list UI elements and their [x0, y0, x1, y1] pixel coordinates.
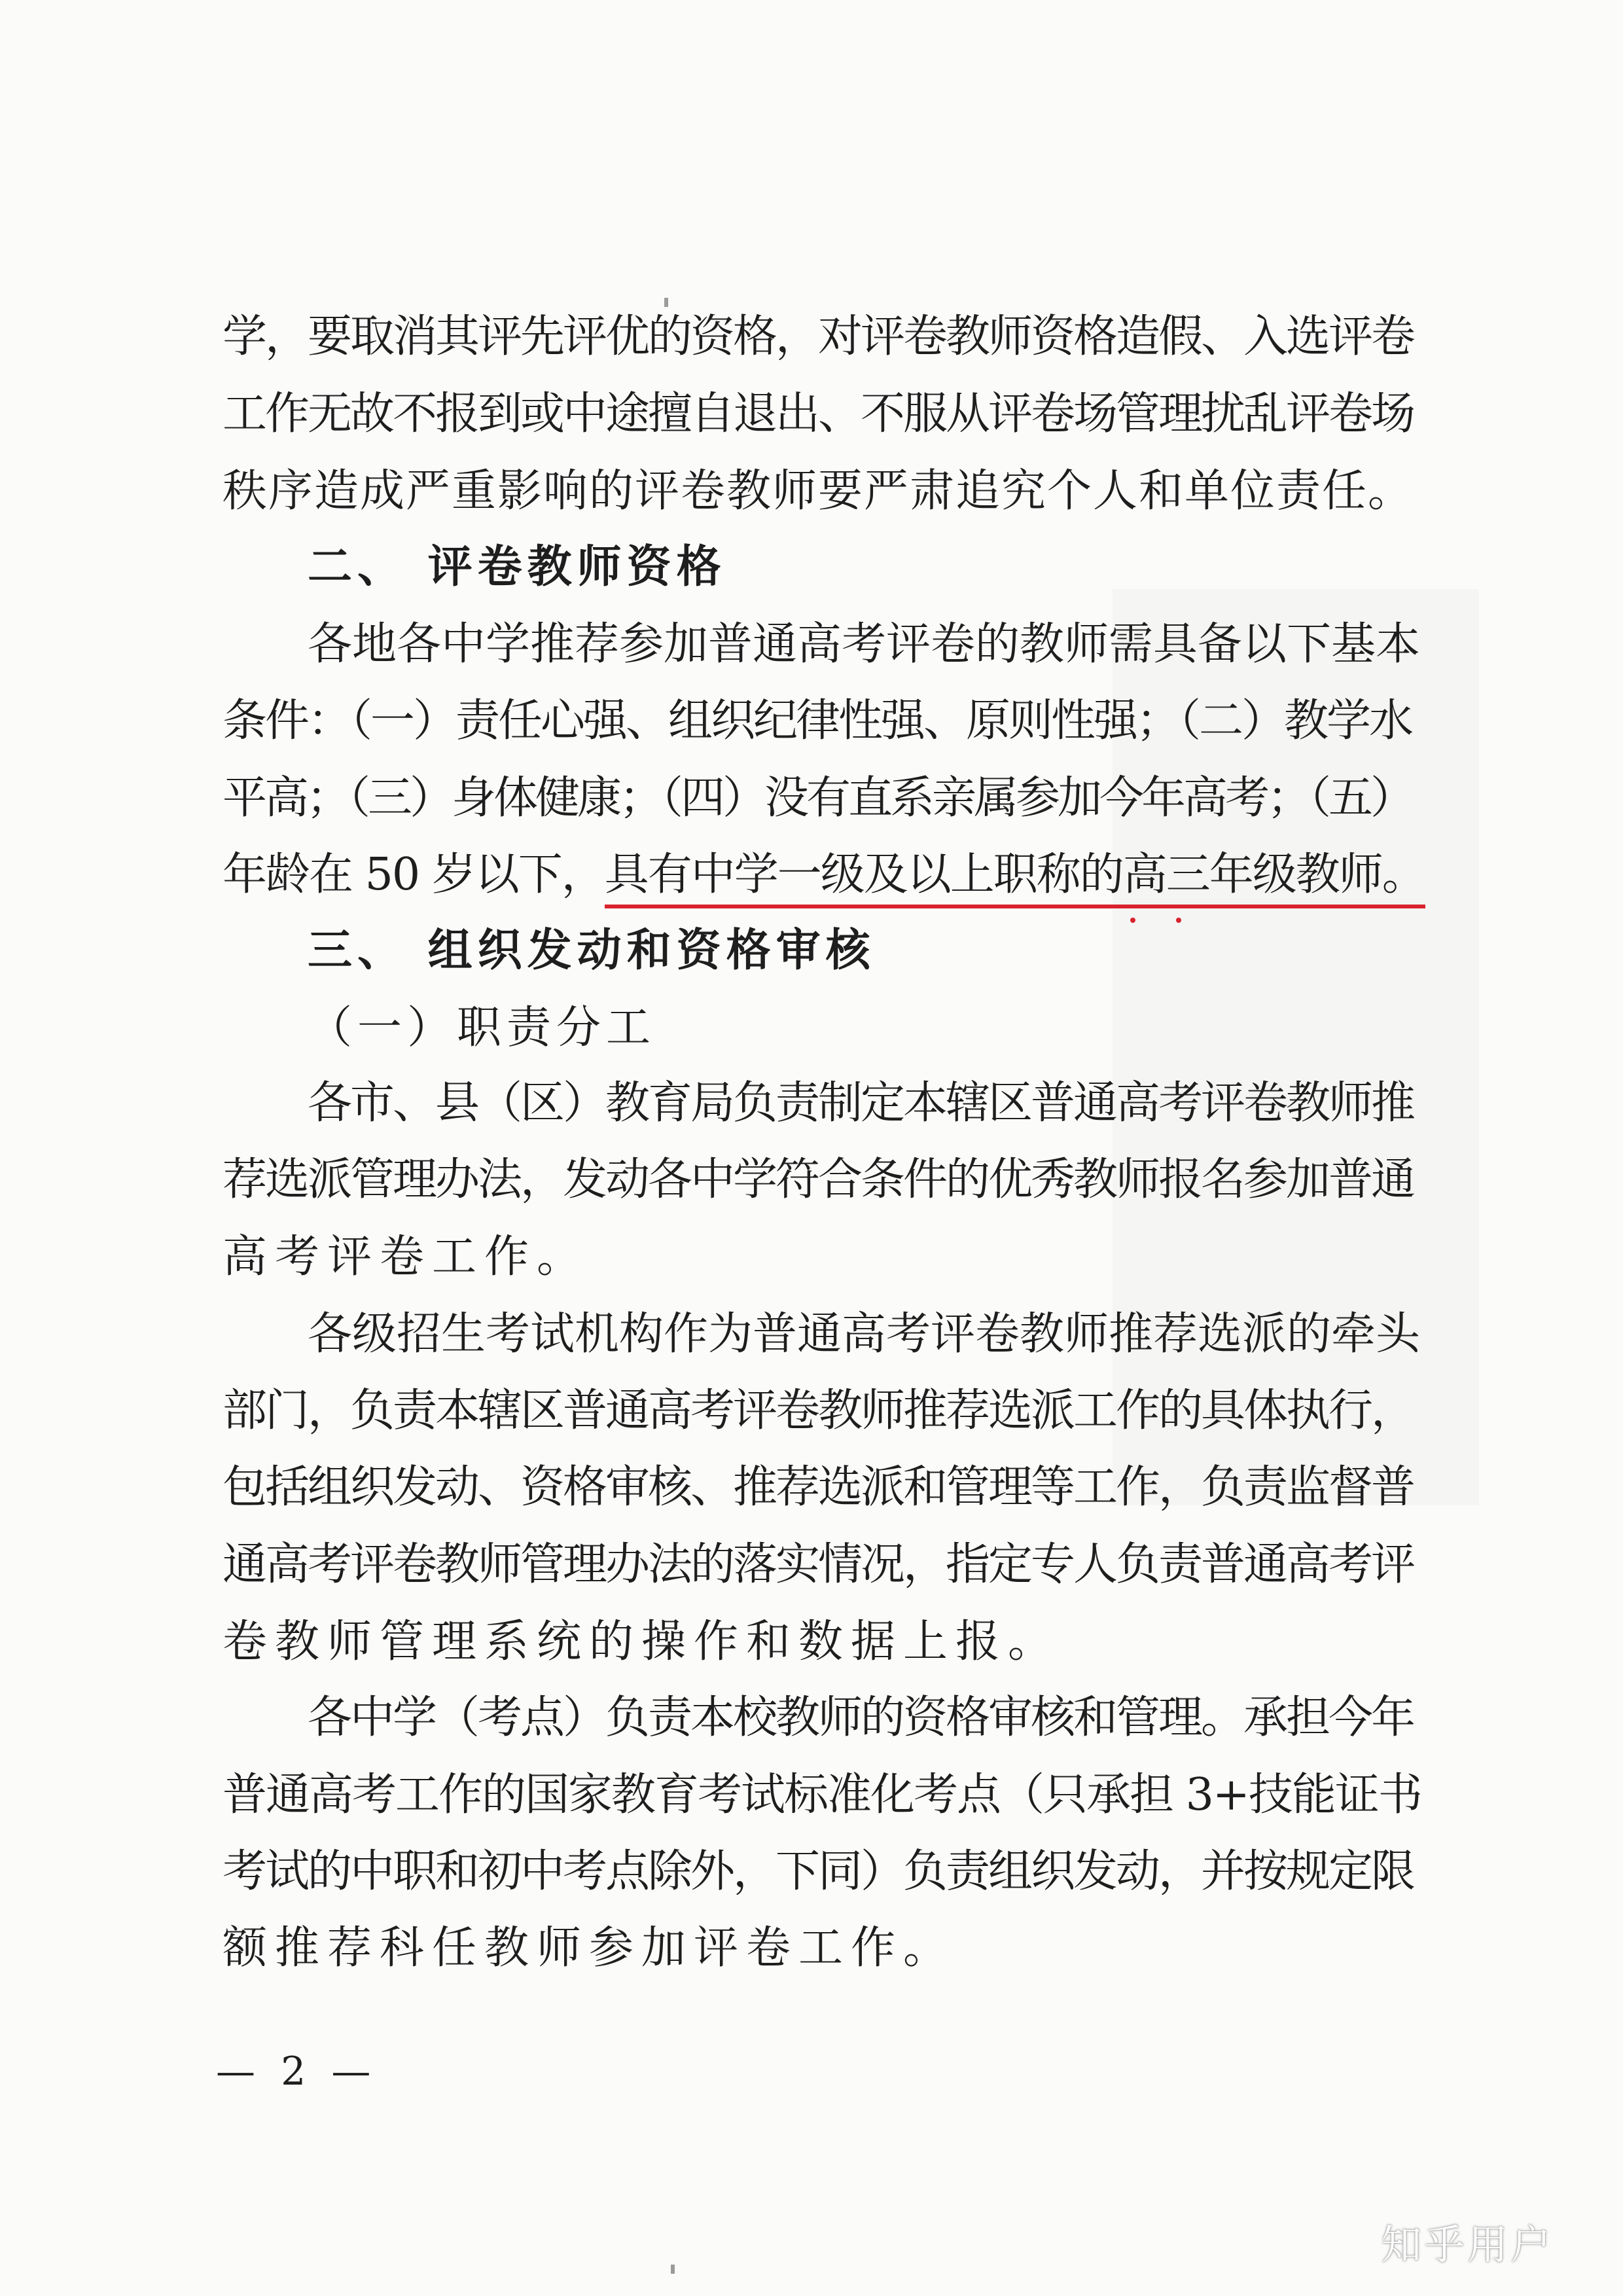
body-line: 通高考评卷教师管理办法的落实情况，指定专人负责普通高考评 — [223, 1539, 1414, 1590]
section-heading-qualifications: 二、 评卷教师资格 — [308, 541, 726, 593]
watermark: 知乎用户 — [1381, 2221, 1554, 2269]
body-line: 卷教师管理系统的操作和数据上报。 — [223, 1616, 1061, 1668]
body-line: 荐选派管理办法，发动各中学符合条件的优秀教师报名参加普通 — [223, 1154, 1414, 1206]
body-line: 平高；（三）身体健康；（四）没有直系亲属参加今年高考；（五） — [223, 772, 1413, 824]
emphasis-dot — [1176, 918, 1181, 923]
body-line — [223, 849, 1425, 901]
body-line: 学，要取消其评先评优的资格，对评卷教师资格造假、入选评卷 — [223, 311, 1414, 363]
line-prefix: 年龄在 50 岁以下， — [223, 849, 605, 901]
body-line: 包括组织发动、资格审核、推荐选派和管理等工作，负责监督普 — [223, 1462, 1414, 1513]
highlighted-requirement: 具有中学一级及以上职称的高三年级教师。 — [605, 849, 1425, 908]
body-line: 各级招生考试机构作为普通高考评卷教师推荐选派的牵头 — [308, 1308, 1421, 1360]
body-line: 高考评卷工作。 — [223, 1231, 590, 1283]
body-line: 工作无故不报到或中途擅自退出、不服从评卷场管理扰乱评卷场 — [223, 388, 1414, 440]
page-number: — 2 — — [216, 2049, 378, 2094]
scan-speck — [671, 2265, 675, 2274]
body-line: 额推荐科任教师参加评卷工作。 — [223, 1922, 956, 1974]
body-line: 各中学（考点）负责本校教师的资格审核和管理。承担今年 — [308, 1692, 1414, 1744]
body-line: 普通高考工作的国家教育考试标准化考点（只承担 3+技能证书 — [223, 1769, 1421, 1821]
body-line: 条件：（一）责任心强、组织纪律性强、原则性强；（二）教学水 — [223, 695, 1412, 747]
scan-speck — [664, 298, 668, 307]
body-line: 部门，负责本辖区普通高考评卷教师推荐选派工作的具体执行， — [223, 1385, 1414, 1437]
section-heading-organization: 三、 组织发动和资格审核 — [308, 925, 876, 977]
body-line: 考试的中职和初中考点除外，下同）负责组织发动，并按规定限 — [223, 1846, 1414, 1897]
subsection-heading: （一）职责分工 — [308, 1002, 656, 1054]
emphasis-dot — [1130, 918, 1135, 923]
body-line: 秩序造成严重影响的评卷教师要严肃追究个人和单位责任。 — [223, 465, 1414, 517]
body-line: 各市、县（区）教育局负责制定本辖区普通高考评卷教师推 — [308, 1077, 1414, 1129]
body-line: 各地各中学推荐参加普通高考评卷的教师需具备以下基本 — [308, 619, 1421, 670]
